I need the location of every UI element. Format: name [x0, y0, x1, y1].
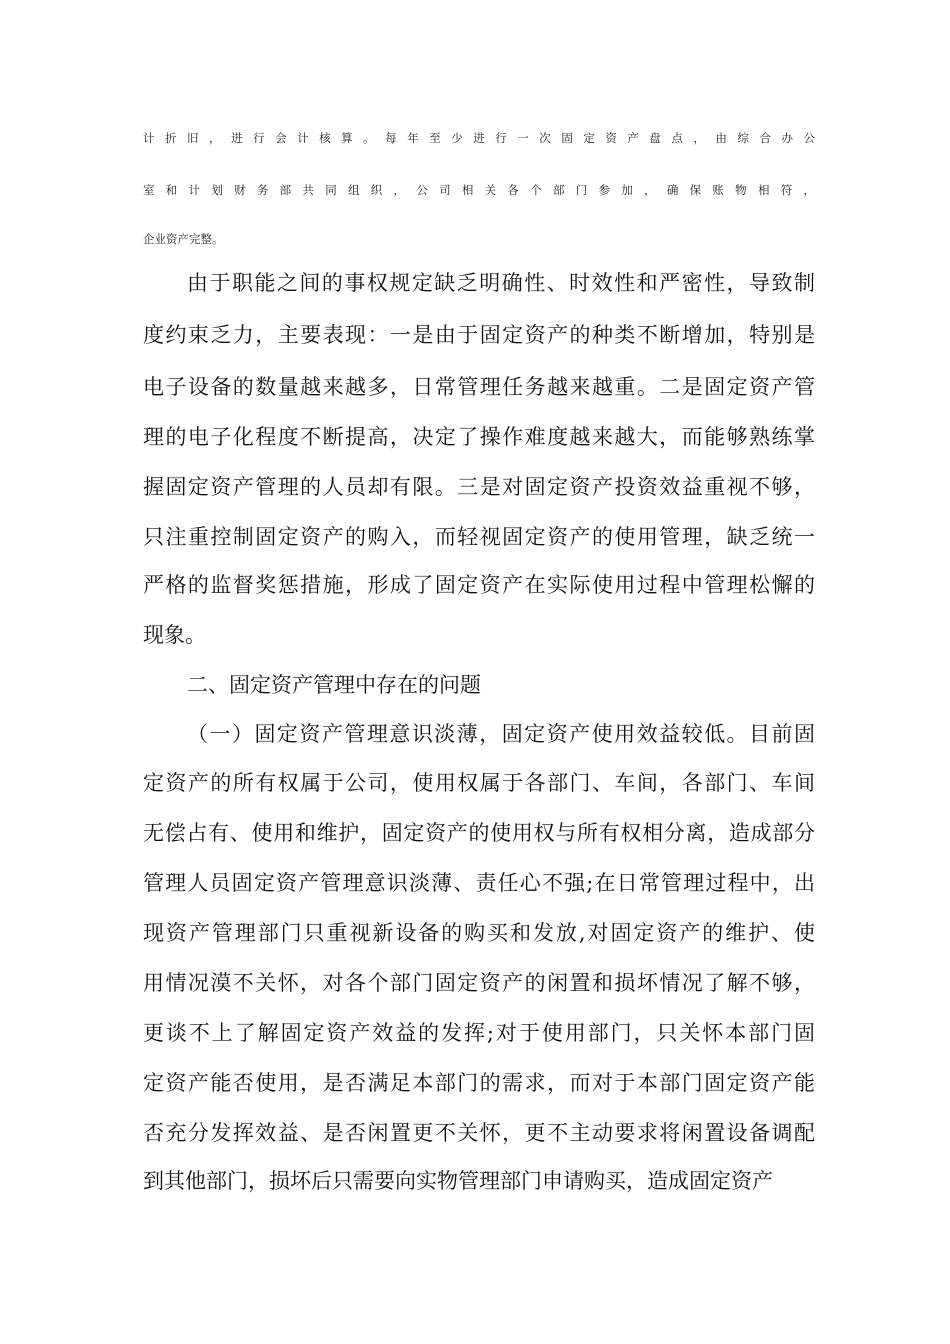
paragraph-1-line-2: 度约束乏力，主要表现：一是由于固定资产的种类不断增加，特别是: [143, 323, 815, 347]
paragraph-2-line-6: 用情况漠不关怀，对各个部门固定资产的闲置和损坏情况了解不够，: [143, 971, 815, 995]
paragraph-1-line-7: 严格的监督奖惩措施，形成了固定资产在实际使用过程中管理松懈的: [143, 573, 815, 597]
paragraph-1-line-5: 握固定资产管理的人员却有限。三是对固定资产投资效益重视不够，: [143, 475, 815, 499]
top-paragraph-line-3: 企业资产完整。: [143, 232, 224, 246]
top-paragraph-line-2: 室和计划财务部共同组织，公司相关各个部门参加，确保账物相符，: [143, 183, 815, 197]
paragraph-1-line-6: 只注重控制固定资产的购入，而轻视固定资产的使用管理，缺乏统一: [143, 525, 815, 549]
top-paragraph-line-1: 计折旧，进行会计核算。每年至少进行一次固定资产盘点，由综合办公: [143, 131, 815, 145]
paragraph-1-line-1: 由于职能之间的事权规定缺乏明确性、时效性和严密性，导致制: [187, 271, 815, 295]
section-heading: 二、固定资产管理中存在的问题: [187, 673, 481, 697]
paragraph-2-line-9: 否充分发挥效益、是否闲置更不关怀，更不主动要求将闲置设备调配: [143, 1121, 815, 1145]
paragraph-2-line-2: 定资产的所有权属于公司，使用权属于各部门、车间，各部门、车间: [143, 771, 815, 795]
paragraph-2-line-10: 到其他部门，损坏后只需要向实物管理部门申请购买，造成固定资产: [143, 1169, 773, 1193]
paragraph-1-line-3: 电子设备的数量越来越多，日常管理任务越来越重。二是固定资产管: [143, 375, 815, 399]
paragraph-2-line-8: 定资产能否使用，是否满足本部门的需求，而对于本部门固定资产能: [143, 1071, 815, 1095]
paragraph-2-line-7: 更谈不上了解固定资产效益的发挥;对于使用部门，只关怀本部门固: [143, 1021, 815, 1045]
paragraph-2-line-4: 管理人员固定资产管理意识淡薄、责任心不强;在日常管理过程中，出: [143, 871, 815, 895]
paragraph-2-line-3: 无偿占有、使用和维护，固定资产的使用权与所有权相分离，造成部分: [143, 821, 815, 845]
paragraph-1-line-8: 现象。: [143, 623, 206, 647]
paragraph-2-line-5: 现资产管理部门只重视新设备的购买和发放,对固定资产的维护、使: [143, 921, 815, 945]
paragraph-1-line-4: 理的电子化程度不断提高，决定了操作难度越来越大，而能够熟练掌: [143, 425, 815, 449]
paragraph-2-line-1: （一）固定资产管理意识淡薄，固定资产使用效益较低。目前固: [187, 722, 815, 746]
